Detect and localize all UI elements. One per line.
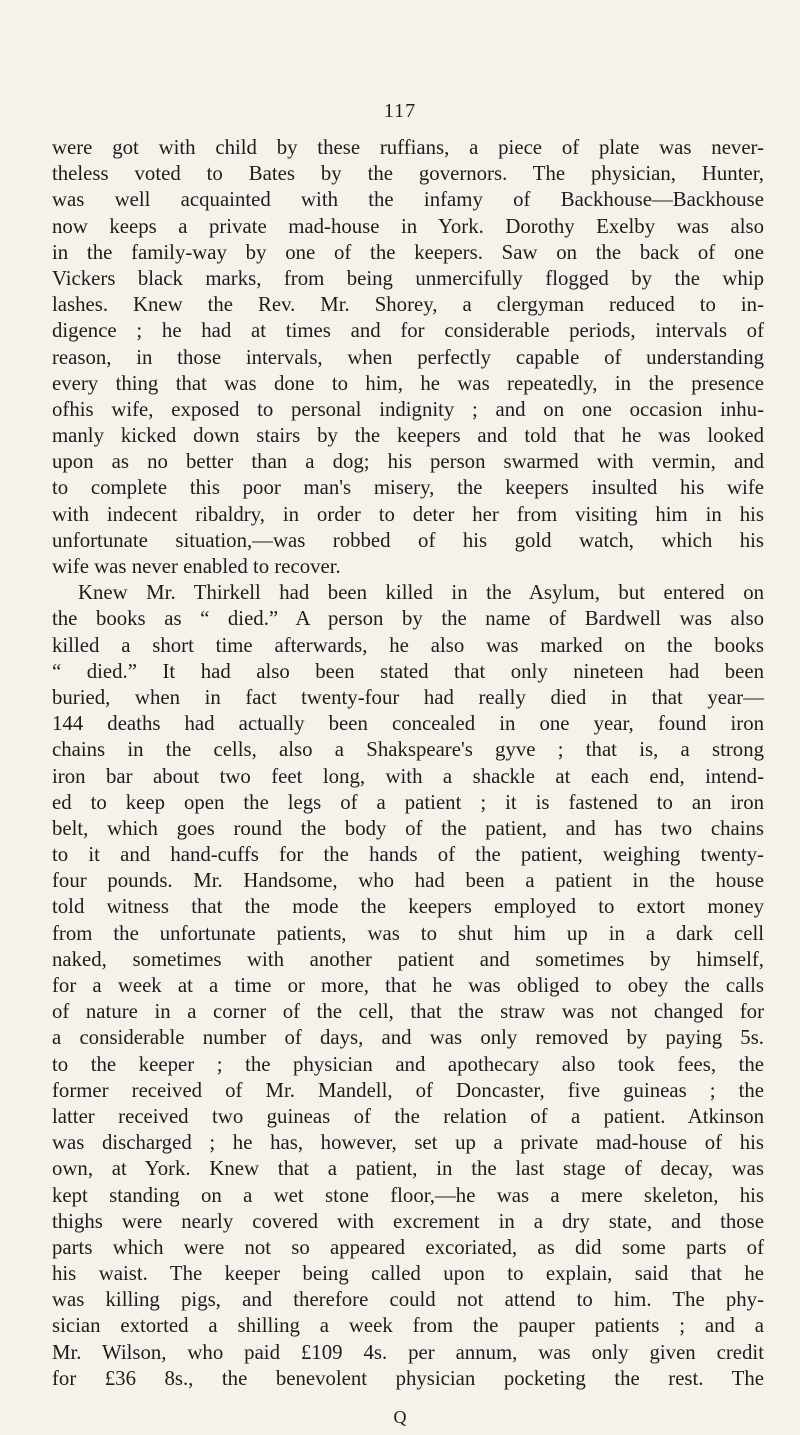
- text-line: told witness that the mode the keepers employed to extort money: [52, 895, 764, 919]
- text-line: former received of Mr. Mandell, of Doncaster, five guineas ; the: [52, 1078, 764, 1102]
- text-line: unfortunate situation,—was robbed of his gold watch, which his: [52, 528, 764, 552]
- page-number: 117: [383, 100, 417, 122]
- text-line: was discharged ; he has, however, set up a private mad-house of his: [52, 1131, 764, 1155]
- text-line: parts which were not so appeared excoriated, as did some parts of: [52, 1235, 764, 1259]
- text-line: chains in the cells, also a Shakspeare's gyve ; that is, a strong: [52, 738, 764, 762]
- text-line: were got with child by these ruffians, a piece of plate was never-: [52, 136, 764, 159]
- text-line: to it and hand-cuffs for the hands of the patient, weighing twenty-: [52, 843, 764, 867]
- text-line: thighs were nearly covered with excrement in a dry state, and those: [52, 1209, 764, 1233]
- text-line: Vickers black marks, from being unmercifully flogged by the whip: [52, 266, 764, 290]
- text-line: 144 deaths had actually been concealed in one year, found iron: [52, 712, 764, 736]
- text-line: was well acquainted with the infamy of Backhouse—Backhouse: [52, 188, 764, 212]
- text-line: from the unfortunate patients, was to shut him up in a dark cell: [52, 921, 764, 945]
- text-line: lashes. Knew the Rev. Mr. Shorey, a clergyman reduced to in-: [52, 293, 764, 317]
- text-line: ed to keep open the legs of a patient ; it is fastened to an iron: [52, 790, 764, 814]
- text-line: for a week at a time or more, that he was obliged to obey the calls: [52, 974, 764, 997]
- text-line: killed a short time afterwards, he also was marked on the books: [52, 633, 764, 657]
- text-line: kept standing on a wet stone floor,—he was a mere skeleton, his: [52, 1183, 764, 1207]
- text-line: for £36 8s., the benevolent physician pocketing the rest. The: [52, 1366, 764, 1390]
- text-line: naked, sometimes with another patient and sometimes by himself,: [52, 947, 764, 971]
- text-line: Mr. Wilson, who paid £109 4s. per annum, was only given credit: [52, 1340, 764, 1364]
- text-line: “ died.” It had also been stated that only nineteen had been: [52, 659, 764, 683]
- text-line: now keeps a private mad-house in York. Dorothy Exelby was also: [52, 214, 764, 238]
- text-line: latter received two guineas of the relation of a patient. Atkinson: [52, 1104, 764, 1128]
- text-line: manly kicked down stairs by the keepers and told that he was looked: [52, 424, 764, 448]
- body-text: [52, 135, 764, 1392]
- text-line: of nature in a corner of the cell, that the straw was not changed for: [52, 1000, 764, 1024]
- text-line: sician extorted a shilling a week from the pauper patients ; and a: [52, 1314, 764, 1338]
- text-line: iron bar about two feet long, with a shackle at each end, intend-: [52, 764, 764, 788]
- text-line: the books as “ died.” A person by the name of Bardwell was also: [52, 607, 764, 631]
- text-line: was killing pigs, and therefore could not attend to him. The phy-: [52, 1288, 764, 1312]
- text-line: buried, when in fact twenty-four had really died in that year—: [52, 685, 764, 709]
- text-line: in the family-way by one of the keepers. Saw on the back of one: [52, 240, 764, 264]
- text-line: every thing that was done to him, he was repeatedly, in the presence: [52, 371, 764, 395]
- text-line: to complete this poor man's misery, the keepers insulted his wife: [52, 476, 764, 500]
- text-line: a considerable number of days, and was only removed by paying 5s.: [52, 1026, 764, 1050]
- text-line: with indecent ribaldry, in order to deter her from visiting him in his: [52, 502, 764, 526]
- text-line: ofhis wife, exposed to personal indignity ; and on one occasion inhu-: [52, 397, 764, 421]
- text-line: digence ; he had at times and for considerable periods, intervals of: [52, 319, 764, 343]
- text-line: four pounds. Mr. Handsome, who had been a patient in the house: [52, 869, 764, 893]
- text-line: belt, which goes round the body of the patient, and has two chains: [52, 816, 764, 840]
- text-line: reason, in those intervals, when perfectly capable of understanding: [52, 345, 764, 369]
- text-line: wife was never enabled to recover.: [52, 555, 341, 578]
- text-line: theless voted to Bates by the governors. The physician, Hunter,: [52, 162, 764, 186]
- text-line: Knew Mr. Thirkell had been killed in the Asylum, but entered on: [78, 581, 764, 605]
- text-line: to the keeper ; the physician and apothecary also took fees, the: [52, 1052, 764, 1076]
- text-line: upon as no better than a dog; his person swarmed with vermin, and: [52, 450, 764, 474]
- text-line: his waist. The keeper being called upon to explain, said that he: [52, 1262, 764, 1286]
- signature-mark: Q: [393, 1407, 407, 1427]
- text-line: own, at York. Knew that a patient, in the last stage of decay, was: [52, 1157, 764, 1181]
